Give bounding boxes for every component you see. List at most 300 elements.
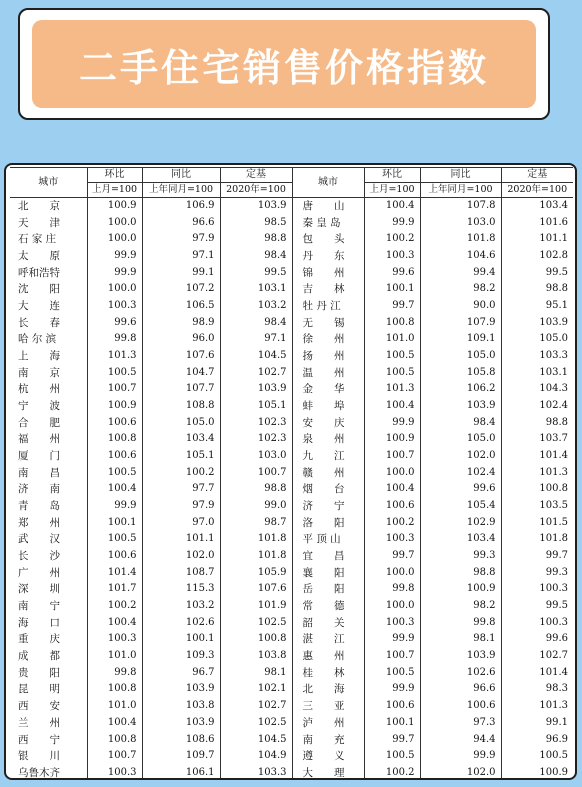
yoy-value-left: 105.1 xyxy=(142,448,220,465)
table-row xyxy=(10,215,573,232)
fixed-value-left: 103.0 xyxy=(220,448,292,465)
fixed-value-right: 102.4 xyxy=(501,398,573,415)
yoy-value-right: 98.8 xyxy=(420,565,501,582)
yoy-value-right: 98.2 xyxy=(420,598,501,615)
city-name-right: 宜 昌 xyxy=(292,548,364,565)
fixed-value-right: 102.7 xyxy=(501,648,573,665)
city-name-left: 贵 阳 xyxy=(18,666,60,679)
fixed-value-right: 99.1 xyxy=(501,715,573,732)
fixed-value-right: 95.1 xyxy=(501,298,573,315)
mom-value-left: 101.7 xyxy=(87,581,142,598)
mom-value-right: 100.0 xyxy=(364,565,420,582)
fixed-value-right: 99.5 xyxy=(501,265,573,282)
yoy-value-right: 107.8 xyxy=(420,198,501,215)
yoy-value-left: 103.2 xyxy=(142,598,220,615)
table-row xyxy=(10,748,573,765)
yoy-value-left: 109.3 xyxy=(142,648,220,665)
city-name-right: 湛 江 xyxy=(292,631,364,648)
yoy-value-left: 97.9 xyxy=(142,231,220,248)
city-name-left: 天 津 xyxy=(18,216,60,229)
mom-value-left: 100.5 xyxy=(87,531,142,548)
mom-value-left: 100.4 xyxy=(87,615,142,632)
table-row xyxy=(10,248,573,265)
yoy-value-right: 103.0 xyxy=(420,215,501,232)
yoy-value-left: 108.6 xyxy=(142,732,220,749)
table-row xyxy=(10,665,573,682)
fixed-value-left: 98.5 xyxy=(220,215,292,232)
header-yoy-right: 同比 xyxy=(420,168,501,183)
yoy-value-right: 102.0 xyxy=(420,448,501,465)
fixed-value-right: 100.3 xyxy=(501,581,573,598)
fixed-value-left: 103.3 xyxy=(220,765,292,780)
mom-value-right: 100.2 xyxy=(364,765,420,780)
fixed-value-right: 101.3 xyxy=(501,465,573,482)
fixed-value-right: 101.6 xyxy=(501,215,573,232)
header-mom-base-right: 上月=100 xyxy=(364,183,420,198)
mom-value-right: 100.4 xyxy=(364,481,420,498)
mom-value-right: 100.5 xyxy=(364,748,420,765)
yoy-value-right: 99.8 xyxy=(420,615,501,632)
city-name-left: 广 州 xyxy=(18,566,60,579)
city-name-left: 石 家 庄 xyxy=(18,233,57,246)
city-name-left: 西 宁 xyxy=(18,733,60,746)
table-row xyxy=(10,265,573,282)
mom-value-right: 100.4 xyxy=(364,398,420,415)
fixed-value-right: 102.8 xyxy=(501,248,573,265)
city-name-right: 济 宁 xyxy=(292,498,364,515)
yoy-value-left: 109.7 xyxy=(142,748,220,765)
header-fixed-right: 定基 xyxy=(501,168,573,183)
header-fixed-left: 定基 xyxy=(220,168,292,183)
header-yoy-left: 同比 xyxy=(142,168,220,183)
table-body xyxy=(10,198,573,781)
city-name-right: 三 亚 xyxy=(292,698,364,715)
fixed-value-right: 98.8 xyxy=(501,281,573,298)
table-row xyxy=(10,598,573,615)
mom-value-left: 100.8 xyxy=(87,681,142,698)
yoy-value-right: 102.4 xyxy=(420,465,501,482)
table-row xyxy=(10,531,573,548)
header-fixed-base-right: 2020年=100 xyxy=(501,183,573,198)
fixed-value-right: 101.1 xyxy=(501,231,573,248)
fixed-value-left: 98.7 xyxy=(220,515,292,532)
mom-value-left: 101.0 xyxy=(87,648,142,665)
city-name-right: 安 庆 xyxy=(292,415,364,432)
city-name-right: 无 锡 xyxy=(292,315,364,332)
fixed-value-right: 101.5 xyxy=(501,515,573,532)
header-yoy-base-right: 上年同月=100 xyxy=(420,183,501,198)
fixed-value-left: 99.5 xyxy=(220,265,292,282)
yoy-value-left: 115.3 xyxy=(142,581,220,598)
city-name-right: 泉 州 xyxy=(292,431,364,448)
table-row xyxy=(10,431,573,448)
yoy-value-right: 98.4 xyxy=(420,415,501,432)
table-row xyxy=(10,331,573,348)
header-fixed-base-left: 2020年=100 xyxy=(220,183,292,198)
yoy-value-left: 106.5 xyxy=(142,298,220,315)
mom-value-left: 100.9 xyxy=(87,398,142,415)
fixed-value-left: 100.7 xyxy=(220,465,292,482)
city-name-right: 吉 林 xyxy=(292,281,364,298)
fixed-value-left: 100.8 xyxy=(220,631,292,648)
yoy-value-right: 102.9 xyxy=(420,515,501,532)
fixed-value-left: 101.8 xyxy=(220,531,292,548)
mom-value-right: 100.8 xyxy=(364,315,420,332)
mom-value-left: 100.0 xyxy=(87,215,142,232)
mom-value-left: 100.2 xyxy=(87,598,142,615)
city-name-left: 合 肥 xyxy=(18,416,60,429)
city-name-left: 郑 州 xyxy=(18,516,60,529)
table-row xyxy=(10,415,573,432)
yoy-value-right: 99.4 xyxy=(420,265,501,282)
mom-value-left: 100.8 xyxy=(87,431,142,448)
city-name-right: 常 德 xyxy=(292,598,364,615)
fixed-value-left: 104.9 xyxy=(220,748,292,765)
yoy-value-right: 100.6 xyxy=(420,698,501,715)
fixed-value-right: 103.4 xyxy=(501,198,573,215)
fixed-value-right: 98.8 xyxy=(501,415,573,432)
yoy-value-left: 105.0 xyxy=(142,415,220,432)
fixed-value-right: 103.7 xyxy=(501,431,573,448)
mom-value-left: 100.4 xyxy=(87,481,142,498)
table-row xyxy=(10,398,573,415)
city-name-right: 遵 义 xyxy=(292,748,364,765)
fixed-value-left: 101.8 xyxy=(220,548,292,565)
city-name-right: 丹 东 xyxy=(292,248,364,265)
yoy-value-left: 97.1 xyxy=(142,248,220,265)
yoy-value-left: 103.9 xyxy=(142,681,220,698)
city-name-left: 青 岛 xyxy=(18,500,60,513)
table-row xyxy=(10,581,573,598)
city-name-left: 乌鲁木齐 xyxy=(10,765,87,780)
mom-value-right: 100.6 xyxy=(364,498,420,515)
city-name-right: 蚌 埠 xyxy=(292,398,364,415)
city-name-right: 洛 阳 xyxy=(292,515,364,532)
fixed-value-right: 100.3 xyxy=(501,615,573,632)
yoy-value-left: 96.0 xyxy=(142,331,220,348)
city-name-right: 九 江 xyxy=(292,448,364,465)
mom-value-left: 100.7 xyxy=(87,381,142,398)
fixed-value-left: 104.5 xyxy=(220,348,292,365)
table-row xyxy=(10,615,573,632)
yoy-value-left: 107.2 xyxy=(142,281,220,298)
table-row xyxy=(10,715,573,732)
table-row xyxy=(10,348,573,365)
city-name-left: 哈 尔 滨 xyxy=(18,333,57,346)
table-row xyxy=(10,281,573,298)
fixed-value-left: 102.5 xyxy=(220,615,292,632)
mom-value-right: 100.6 xyxy=(364,698,420,715)
table-row xyxy=(10,231,573,248)
yoy-value-left: 103.9 xyxy=(142,715,220,732)
fixed-value-right: 101.4 xyxy=(501,665,573,682)
mom-value-right: 100.4 xyxy=(364,198,420,215)
fixed-value-right: 103.5 xyxy=(501,498,573,515)
mom-value-right: 100.3 xyxy=(364,248,420,265)
fixed-value-left: 103.1 xyxy=(220,281,292,298)
mom-value-left: 100.3 xyxy=(87,631,142,648)
fixed-value-left: 103.2 xyxy=(220,298,292,315)
mom-value-right: 100.3 xyxy=(364,531,420,548)
fixed-value-right: 103.3 xyxy=(501,348,573,365)
mom-value-right: 99.7 xyxy=(364,732,420,749)
fixed-value-left: 97.1 xyxy=(220,331,292,348)
yoy-value-right: 99.6 xyxy=(420,481,501,498)
fixed-value-left: 105.9 xyxy=(220,565,292,582)
table-row xyxy=(10,315,573,332)
mom-value-left: 99.8 xyxy=(87,331,142,348)
fixed-value-right: 100.9 xyxy=(501,765,573,780)
yoy-value-left: 106.1 xyxy=(142,765,220,780)
mom-value-left: 99.8 xyxy=(87,665,142,682)
yoy-value-right: 107.9 xyxy=(420,315,501,332)
mom-value-left: 99.9 xyxy=(87,248,142,265)
fixed-value-left: 103.9 xyxy=(220,198,292,215)
fixed-value-right: 96.9 xyxy=(501,732,573,749)
city-name-left: 北 京 xyxy=(18,200,60,212)
yoy-value-left: 97.0 xyxy=(142,515,220,532)
yoy-value-left: 96.7 xyxy=(142,665,220,682)
city-name-right: 徐 州 xyxy=(292,331,364,348)
yoy-value-right: 98.1 xyxy=(420,631,501,648)
fixed-value-left: 105.1 xyxy=(220,398,292,415)
header-yoy-base-left: 上年同月=100 xyxy=(142,183,220,198)
fixed-value-left: 103.9 xyxy=(220,381,292,398)
fixed-value-left: 98.8 xyxy=(220,231,292,248)
fixed-value-right: 103.1 xyxy=(501,365,573,382)
city-name-right: 惠 州 xyxy=(292,648,364,665)
mom-value-right: 100.2 xyxy=(364,231,420,248)
yoy-value-left: 103.4 xyxy=(142,431,220,448)
city-name-left: 福 州 xyxy=(18,433,60,446)
yoy-value-left: 100.1 xyxy=(142,631,220,648)
mom-value-right: 100.5 xyxy=(364,365,420,382)
mom-value-right: 99.9 xyxy=(364,415,420,432)
fixed-value-right: 101.4 xyxy=(501,448,573,465)
city-name-right: 牡 丹 江 xyxy=(292,298,364,315)
table-row xyxy=(10,365,573,382)
city-name-right: 北 海 xyxy=(292,681,364,698)
yoy-value-left: 97.9 xyxy=(142,498,220,515)
yoy-value-left: 108.8 xyxy=(142,398,220,415)
mom-value-right: 100.0 xyxy=(364,598,420,615)
city-name-right: 桂 林 xyxy=(292,665,364,682)
mom-value-left: 100.5 xyxy=(87,465,142,482)
fixed-value-right: 100.8 xyxy=(501,481,573,498)
mom-value-left: 100.3 xyxy=(87,298,142,315)
table-row xyxy=(10,698,573,715)
table-row xyxy=(10,548,573,565)
fixed-value-right: 105.0 xyxy=(501,331,573,348)
mom-value-right: 100.5 xyxy=(364,665,420,682)
yoy-value-left: 97.7 xyxy=(142,481,220,498)
table-row xyxy=(10,631,573,648)
fixed-value-left: 98.4 xyxy=(220,248,292,265)
fixed-value-left: 102.3 xyxy=(220,431,292,448)
yoy-value-right: 106.2 xyxy=(420,381,501,398)
yoy-value-left: 102.6 xyxy=(142,615,220,632)
city-name-right: 大 理 xyxy=(292,765,364,780)
yoy-value-right: 97.3 xyxy=(420,715,501,732)
city-name-right: 温 州 xyxy=(292,365,364,382)
yoy-value-left: 107.6 xyxy=(142,348,220,365)
yoy-value-right: 103.9 xyxy=(420,398,501,415)
yoy-value-left: 106.9 xyxy=(142,198,220,215)
city-name-left: 昆 明 xyxy=(18,683,60,696)
fixed-value-right: 103.9 xyxy=(501,315,573,332)
yoy-value-right: 105.0 xyxy=(420,348,501,365)
fixed-value-left: 98.1 xyxy=(220,665,292,682)
header-city-right: 城市 xyxy=(292,168,364,198)
city-name-right: 金 华 xyxy=(292,381,364,398)
city-name-left: 宁 波 xyxy=(18,400,60,413)
yoy-value-right: 103.4 xyxy=(420,531,501,548)
yoy-value-right: 103.9 xyxy=(420,648,501,665)
yoy-value-right: 102.6 xyxy=(420,665,501,682)
city-name-left: 南 京 xyxy=(18,366,60,379)
mom-value-right: 101.3 xyxy=(364,381,420,398)
table-row xyxy=(10,465,573,482)
city-name-left: 大 连 xyxy=(18,300,60,313)
table-row xyxy=(10,765,573,780)
mom-value-right: 99.9 xyxy=(364,681,420,698)
yoy-value-right: 101.8 xyxy=(420,231,501,248)
fixed-value-right: 101.3 xyxy=(501,698,573,715)
mom-value-left: 100.0 xyxy=(87,231,142,248)
table-row xyxy=(10,448,573,465)
city-name-left: 武 汉 xyxy=(18,533,60,546)
yoy-value-right: 105.4 xyxy=(420,498,501,515)
yoy-value-right: 90.0 xyxy=(420,298,501,315)
mom-value-left: 100.0 xyxy=(87,281,142,298)
table-row xyxy=(10,565,573,582)
yoy-value-right: 105.0 xyxy=(420,431,501,448)
fixed-value-left: 98.4 xyxy=(220,315,292,332)
fixed-value-left: 107.6 xyxy=(220,581,292,598)
city-name-left: 长 沙 xyxy=(18,550,60,563)
yoy-value-left: 107.7 xyxy=(142,381,220,398)
mom-value-left: 101.0 xyxy=(87,698,142,715)
mom-value-left: 101.3 xyxy=(87,348,142,365)
yoy-value-left: 108.7 xyxy=(142,565,220,582)
fixed-value-left: 101.9 xyxy=(220,598,292,615)
yoy-value-right: 102.0 xyxy=(420,765,501,780)
table-row xyxy=(10,498,573,515)
city-name-right: 平 顶 山 xyxy=(292,531,364,548)
city-name-left: 厦 门 xyxy=(18,450,60,463)
city-name-right: 秦 皇 岛 xyxy=(292,215,364,232)
yoy-value-right: 94.4 xyxy=(420,732,501,749)
mom-value-right: 100.2 xyxy=(364,515,420,532)
mom-value-right: 99.7 xyxy=(364,298,420,315)
fixed-value-left: 102.7 xyxy=(220,698,292,715)
city-name-left: 海 口 xyxy=(18,616,60,629)
city-name-right: 赣 州 xyxy=(292,465,364,482)
city-name-left: 沈 阳 xyxy=(18,283,60,296)
yoy-value-right: 104.6 xyxy=(420,248,501,265)
table-row xyxy=(10,515,573,532)
yoy-value-right: 98.2 xyxy=(420,281,501,298)
fixed-value-left: 102.3 xyxy=(220,415,292,432)
price-index-table-card xyxy=(4,163,577,780)
mom-value-left: 100.4 xyxy=(87,715,142,732)
yoy-value-right: 99.3 xyxy=(420,548,501,565)
mom-value-left: 100.7 xyxy=(87,748,142,765)
table-row xyxy=(10,298,573,315)
mom-value-right: 100.0 xyxy=(364,465,420,482)
city-name-right: 泸 州 xyxy=(292,715,364,732)
mom-value-left: 100.6 xyxy=(87,448,142,465)
mom-value-right: 99.6 xyxy=(364,265,420,282)
yoy-value-left: 101.1 xyxy=(142,531,220,548)
fixed-value-right: 98.3 xyxy=(501,681,573,698)
yoy-value-left: 98.9 xyxy=(142,315,220,332)
yoy-value-left: 103.8 xyxy=(142,698,220,715)
city-name-right: 襄 阳 xyxy=(292,565,364,582)
mom-value-right: 99.9 xyxy=(364,215,420,232)
fixed-value-right: 101.8 xyxy=(501,531,573,548)
mom-value-right: 100.7 xyxy=(364,448,420,465)
city-name-left: 长 春 xyxy=(18,316,60,329)
price-index-table xyxy=(10,167,573,780)
yoy-value-right: 96.6 xyxy=(420,681,501,698)
mom-value-left: 100.1 xyxy=(87,515,142,532)
city-name-left: 兰 州 xyxy=(18,716,60,729)
yoy-value-left: 102.0 xyxy=(142,548,220,565)
page-title: 二手住宅销售价格指数 xyxy=(78,45,489,90)
city-name-left: 杭 州 xyxy=(18,383,60,396)
mom-value-right: 100.3 xyxy=(364,615,420,632)
city-name-right: 岳 阳 xyxy=(292,581,364,598)
city-name-left: 深 圳 xyxy=(18,583,60,596)
header-city-left: 城市 xyxy=(10,168,87,198)
city-name-left: 太 原 xyxy=(18,250,60,263)
city-name-right: 南 充 xyxy=(292,732,364,749)
fixed-value-left: 102.5 xyxy=(220,715,292,732)
mom-value-right: 100.1 xyxy=(364,281,420,298)
mom-value-left: 100.6 xyxy=(87,548,142,565)
fixed-value-left: 98.8 xyxy=(220,481,292,498)
mom-value-left: 100.5 xyxy=(87,365,142,382)
header-mom-base-left: 上月=100 xyxy=(87,183,142,198)
yoy-value-left: 99.1 xyxy=(142,265,220,282)
fixed-value-left: 102.1 xyxy=(220,681,292,698)
mom-value-left: 99.9 xyxy=(87,498,142,515)
city-name-right: 包 头 xyxy=(292,231,364,248)
table-row xyxy=(10,381,573,398)
city-name-left: 呼和浩特 xyxy=(18,266,60,279)
mom-value-right: 100.1 xyxy=(364,715,420,732)
yoy-value-left: 96.6 xyxy=(142,215,220,232)
mom-value-right: 100.5 xyxy=(364,348,420,365)
table-row xyxy=(10,732,573,749)
city-name-right: 唐 山 xyxy=(292,198,364,215)
city-name-left: 西 安 xyxy=(18,700,60,713)
yoy-value-right: 105.8 xyxy=(420,365,501,382)
city-name-right: 烟 台 xyxy=(292,481,364,498)
mom-value-right: 100.9 xyxy=(364,431,420,448)
city-name-right: 韶 关 xyxy=(292,615,364,632)
city-name-left: 银 川 xyxy=(18,750,60,763)
fixed-value-left: 104.5 xyxy=(220,732,292,749)
mom-value-right: 99.9 xyxy=(364,631,420,648)
fixed-value-right: 99.6 xyxy=(501,631,573,648)
mom-value-left: 100.8 xyxy=(87,732,142,749)
mom-value-left: 99.6 xyxy=(87,315,142,332)
city-name-left: 重 庆 xyxy=(18,633,60,646)
yoy-value-right: 100.9 xyxy=(420,581,501,598)
city-name-left: 南 昌 xyxy=(18,466,60,479)
